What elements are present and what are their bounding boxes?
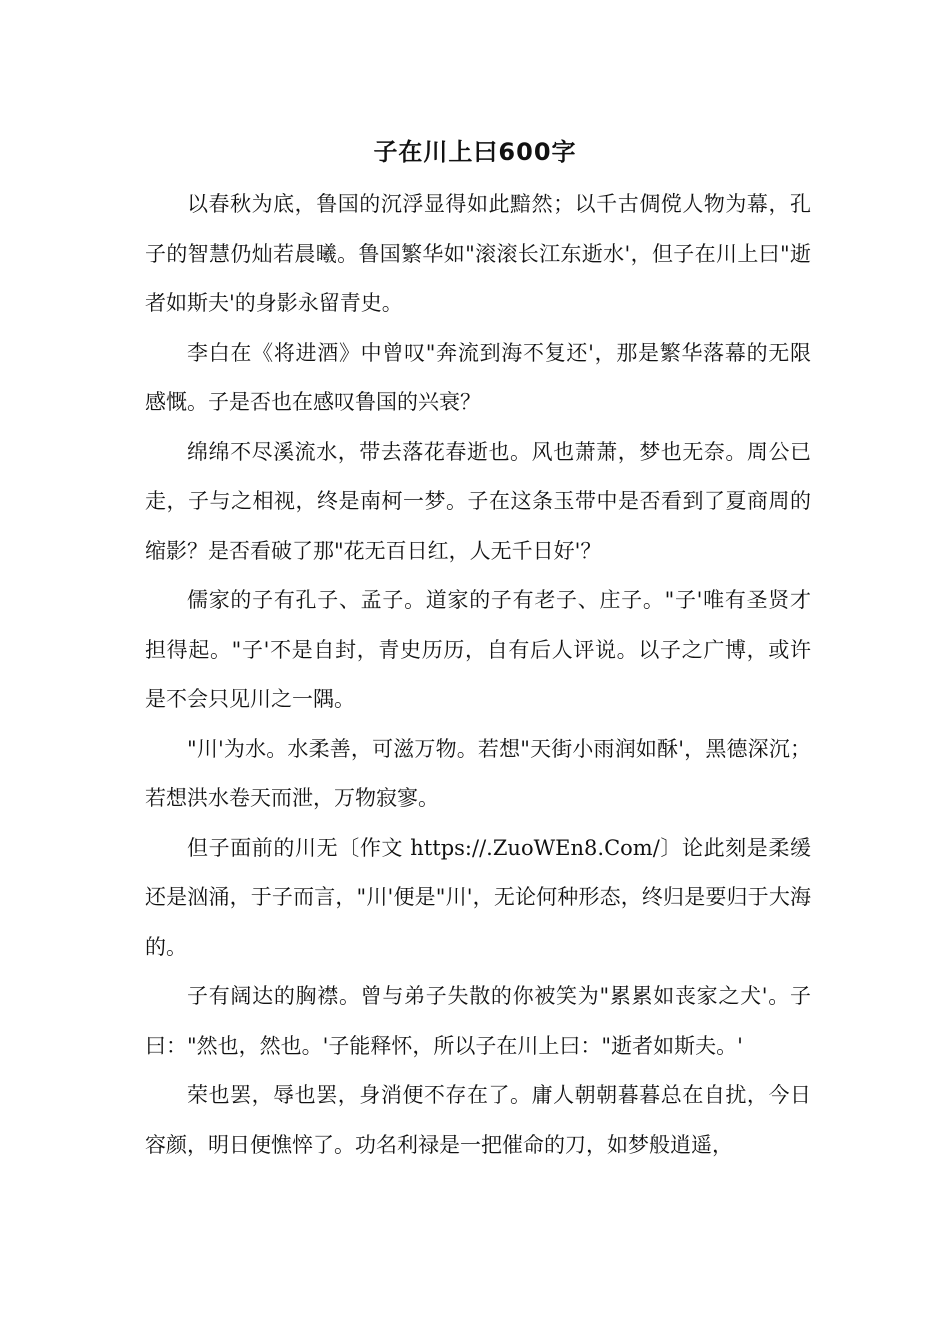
- paragraph: 以春秋为底，鲁国的沉浮显得如此黯然；以千古倜傥人物为幕，孔子的智慧仍灿若晨曦。鲁国繁华如"滚滚长江东逝水'，但子在川上曰"逝者如斯夫'的身影永留青史。: [145, 192, 811, 315]
- paragraph: "川'为水。水柔善，可滋万物。若想"天街小雨润如酥'，黑德深沉；若想洪水卷天而泄，万物寂寥。: [145, 736, 811, 810]
- paragraph: 儒家的子有孔子、孟子。道家的子有老子、庄子。"子'唯有圣贤才担得起。"子'不是自封，青史历历，自有后人评说。以子之广博，或许是不会只见川之一隅。: [145, 588, 811, 711]
- paragraph: 绵绵不尽溪流水，带去落花春逝也。风也萧萧，梦也无奈。周公已走，子与之相视，终是南柯一梦。子在这条玉带中是否看到了夏商周的缩影？是否看破了那"花无百日红，人无千日好'？: [145, 439, 811, 563]
- document-title: 子在川上曰600字: [373, 138, 577, 166]
- paragraph: 子有阔达的胸襟。曾与弟子失散的你被笑为"累累如丧家之犬'。子曰："然也，然也。'子能释怀，所以子在川上曰："逝者如斯夫。': [145, 984, 811, 1058]
- paragraph: 但子面前的川无〔作文 https://.ZuoWEn8.Com/〕论此刻是柔缓还是汹涌，于子而言，"川'便是"川'，无论何种形态，终归是要归于大海的。: [145, 835, 811, 959]
- paragraph: 荣也罢，辱也罢，身消便不存在了。庸人朝朝暮暮总在自扰，今日容颜，明日便憔悴了。功名利禄是一把催命的刀，如梦般逍遥，: [145, 1083, 811, 1157]
- paragraph: 李白在《将进酒》中曾叹"奔流到海不复还'，那是繁华落幕的无限感慨。子是否也在感叹鲁国的兴衰？: [145, 340, 811, 414]
- document-body: [145, 180, 811, 1170]
